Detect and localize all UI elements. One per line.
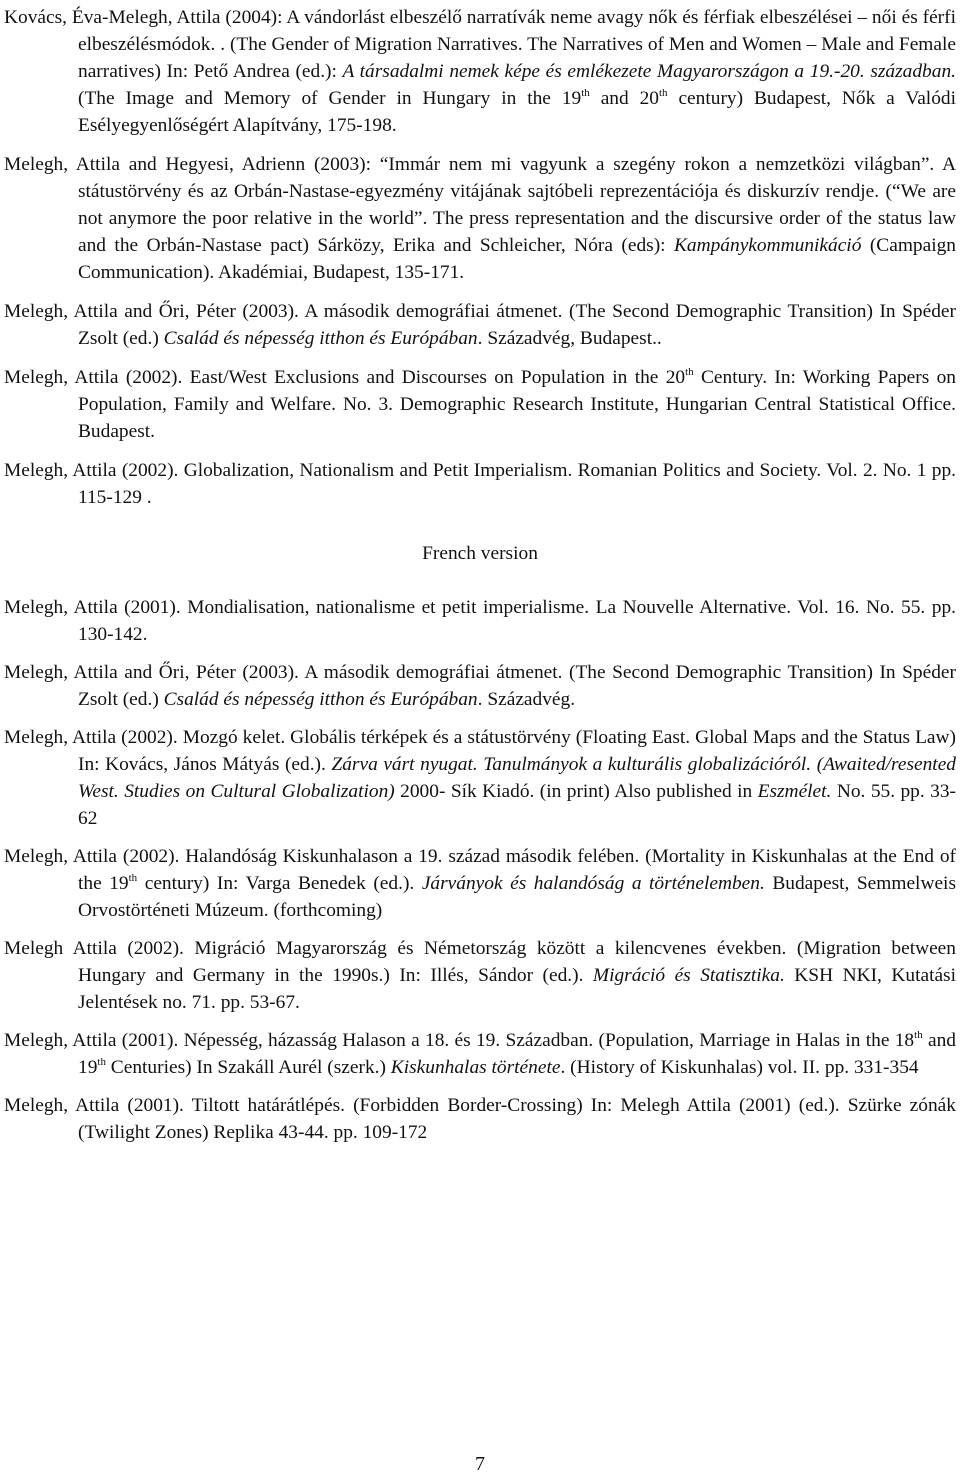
reference-text: Melegh Attila (2002). Migráció Magyarország és Németország között a kilencvenes években. (Migration between Hungary and Germany in the 1990s.) In: Illés, Sándor (ed.). [4,938,956,986]
reference-entry [4,935,956,1016]
reference-text: Budapest, Semmelweis Orvostörténeti Múzeum. (forthcoming) [78,873,956,921]
reference-text: Century. In: Working Papers on Population, Family and Welfare. No. 3. Demographic Research Institute, Hungarian Central Statistical Office. Budapest. [78,367,956,442]
reference-text: . (History of Kiskunhalas) vol. II. pp. 331-354 [560,1057,919,1078]
section-heading: French version [422,543,538,564]
superscript: th [97,1056,106,1068]
reference-text: (Campaign Communication). Akadémiai, Budapest, 135-171. [78,235,956,283]
reference-list-french [4,594,956,1146]
reference-text: century) Budapest, Nők a Valódi Esélyegyenlőségért Alapítvány, 175-198. [78,88,956,136]
reference-entry [4,457,956,511]
reference-text: Kovács, Éva-Melegh, Attila (2004): A vándorlást elbeszélő narratívák neme avagy nők és férfiak elbeszélései – női és férfi elbeszélésmódok. . (The Gender of Migration Narratives. The Narratives of Men and Women – Male and Female narratives) In: Pető Andrea (ed.): [4,7,956,82]
superscript: th [685,366,694,378]
superscript: th [658,87,668,99]
reference-text: century) In: Varga Benedek (ed.). [137,873,422,894]
italic-title: Család és népesség itthon és Európában [163,328,478,349]
superscript: th [581,87,590,99]
reference-text: Melegh, Attila (2001). Tiltott határátlépés. (Forbidden Border-Crossing) In: Melegh Attila (2001) (ed.). Szürke zónák (Twilight Zones) Replika 43-44. pp. 109-172 [4,1095,956,1143]
reference-text: KSH NKI, Kutatási Jelentések no. 71. pp. 53-67. [78,965,956,1013]
reference-text: Melegh, Attila and Őri, Péter (2003). A második demográfiai átmenet. (The Second Demographic Transition) In Spéder Zsolt (ed.) [4,662,956,710]
reference-text: Melegh, Attila (2002). Mozgó kelet. Globális térképek és a státustörvény (Floating East. Global Maps and the Status Law) In: Kovács, János Mátyás (ed.). [4,727,956,775]
reference-text: Melegh, Attila (2002). Halandóság Kiskunhalason a 19. század második felében. (Mortality in Kiskunhalas at the End of the 19 [4,846,956,894]
reference-entry [4,298,956,352]
reference-entry [4,1027,956,1081]
reference-text: 2000- Sík Kiadó. (in print) Also published in [394,781,758,802]
italic-title: Kiskunhalas története [390,1057,561,1078]
italic-title: Migráció és Statisztika. [592,965,785,986]
superscript: th [914,1029,923,1041]
reference-text: and 19 [78,1030,956,1078]
reference-text: Melegh, Attila (2002). Globalization, Nationalism and Petit Imperialism. Romanian Politics and Society. Vol. 2. No. 1 pp. 115-129 . [4,460,956,508]
italic-title: Család és népesség itthon és Európában [163,689,478,710]
reference-text: Melegh, Attila and Őri, Péter (2003). A második demográfiai átmenet. (The Second Demographic Transition) In Spéder Zsolt (ed.) [4,301,956,349]
reference-entry [4,659,956,713]
page-number: 7 [475,1453,485,1475]
reference-text: Melegh, Attila (2002). East/West Exclusions and Discourses on Population in the 20 [4,367,686,388]
superscript: th [128,872,138,884]
reference-text: No. 55. pp. 33-62 [78,781,956,829]
reference-entry [4,1092,956,1146]
reference-text: . Századvég, Budapest.. [477,328,662,349]
reference-entry [4,364,956,445]
reference-entry [4,151,956,286]
italic-title: Járványok és halandóság a történelemben. [421,873,765,894]
reference-text: . Századvég. [477,689,576,710]
reference-entry [4,843,956,924]
reference-text: and 20 [589,88,659,109]
reference-entry [4,594,956,648]
reference-entry [4,4,956,139]
italic-title: Eszmélet. [757,781,832,802]
italic-title: A társadalmi nemek képe és emlékezete Magyarországon a 19.-20. században. [342,61,956,82]
reference-text: Melegh, Attila and Hegyesi, Adrienn (2003): “Immár nem mi vagyunk a szegény rokon a nemzetközi világban”. A státustörvény és az Orbán-Nastase-egyezmény vitájának sajtóbeli reprezentációja és diskurzív rendje. (“We are not anymore the poor relative in the world”. The press representation and the discursive order of the status law and the Orbán-Nastase pact) Sárközy, Erika and Schleicher, Nóra (eds): [4,154,956,256]
reference-text: Centuries) In Szakáll Aurél (szerk.) [105,1057,391,1078]
reference-list [4,4,956,511]
reference-text: Melegh, Attila (2001). Mondialisation, nationalisme et petit imperialisme. La Nouvelle Alternative. Vol. 16. No. 55. pp. 130-142. [4,597,956,645]
reference-entry [4,724,956,832]
reference-text: (The Image and Memory of Gender in Hungary in the 19 [78,88,582,109]
italic-title: Zárva várt nyugat. Tanulmányok a kulturális globalizációról. (Awaited/resented West. Studies on Cultural Globalization) [78,754,956,802]
italic-title: Kampánykommunikáció [673,235,862,256]
reference-text: Melegh, Attila (2001). Népesség, házasság Halason a 18. és 19. Században. (Population, Marriage in Halas in the 18 [4,1030,915,1051]
